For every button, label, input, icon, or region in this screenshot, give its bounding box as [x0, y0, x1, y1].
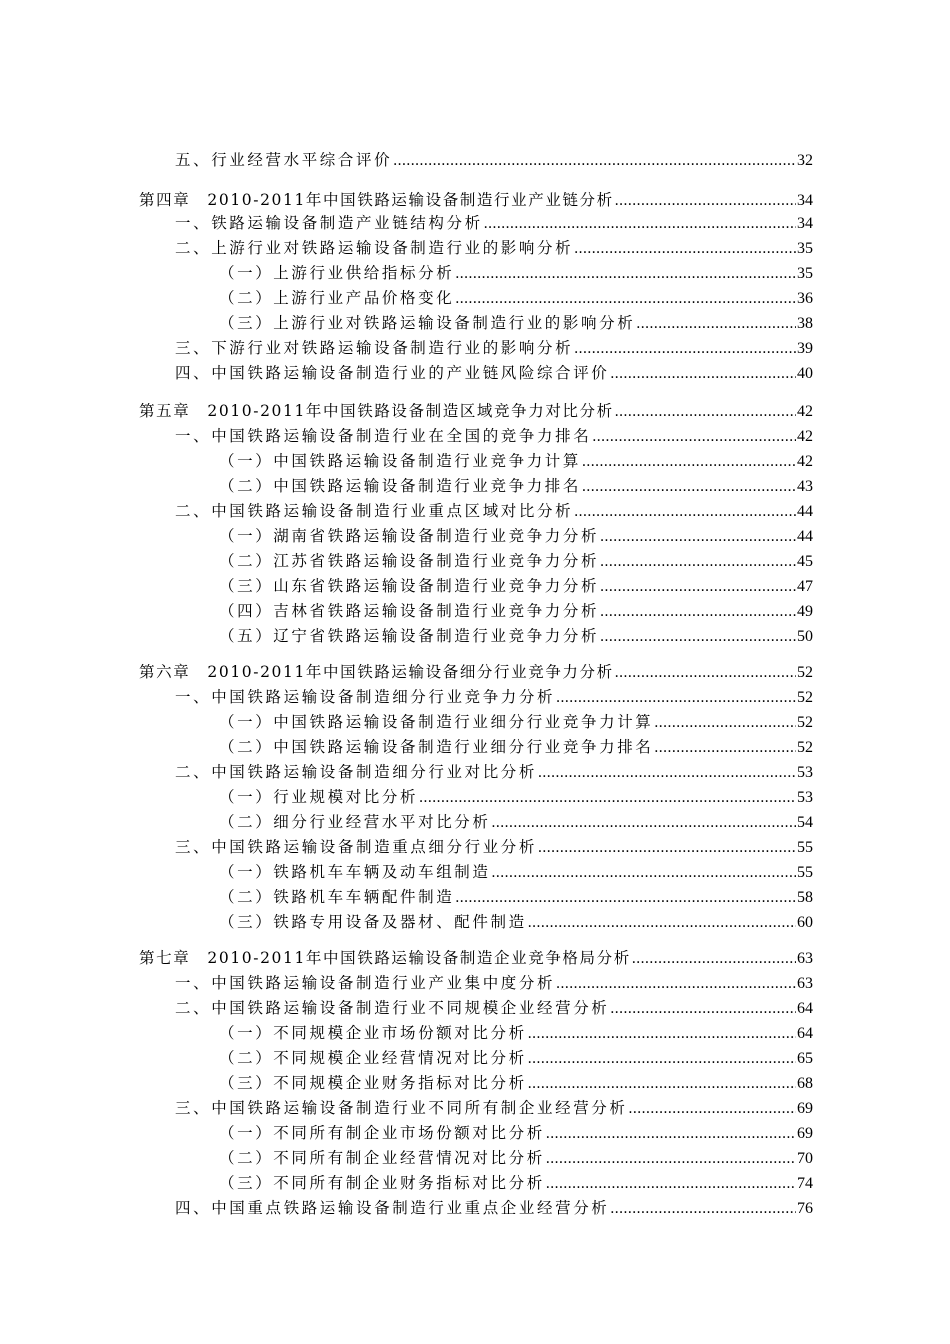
toc-entry-title: 二、上游行业对铁路运输设备制造行业的影响分析: [175, 239, 574, 257]
toc-leader-dots: [455, 287, 796, 311]
toc-entry-title: 四、中国铁路运输设备制造行业的产业链风险综合评价: [175, 364, 610, 382]
toc-page-number: 35: [797, 240, 813, 257]
toc-entry-title: 二、中国铁路运输设备制造行业不同规模企业经营分析: [175, 999, 610, 1017]
toc-subsection-entry[interactable]: [219, 1121, 813, 1145]
toc-page-number: 42: [797, 403, 813, 420]
toc-leader-dots: [654, 736, 796, 760]
toc-leader-dots: [610, 362, 796, 386]
toc-subsection-entry[interactable]: [219, 710, 813, 734]
toc-section-entry[interactable]: [175, 835, 813, 859]
toc-leader-dots: [455, 886, 796, 910]
toc-entry-title: （三）不同规模企业财务指标对比分析: [219, 1074, 527, 1092]
toc-subsection-entry[interactable]: [219, 311, 813, 335]
toc-entry-title: （一）湖南省铁路运输设备制造行业竞争力分析: [219, 527, 600, 545]
toc-entry-title: （二）上游行业产品价格变化: [219, 289, 455, 307]
toc-leader-dots: [574, 500, 796, 524]
toc-entry-title: （四）吉林省铁路运输设备制造行业竞争力分析: [219, 602, 600, 620]
toc-page-number: 55: [797, 839, 813, 856]
toc-chapter-entry[interactable]: [139, 660, 813, 684]
toc-page-number: 53: [797, 789, 813, 806]
toc-leader-dots: [538, 761, 796, 785]
toc-page-number: 42: [797, 453, 813, 470]
toc-leader-dots: [455, 262, 796, 286]
toc-subsection-entry[interactable]: [219, 261, 813, 285]
toc-page-number: 63: [797, 975, 813, 992]
toc-entry-title: （二）细分行业经营水平对比分析: [219, 813, 491, 831]
toc-leader-dots: [600, 600, 796, 624]
toc-section-entry[interactable]: [175, 971, 813, 995]
toc-entry-title: 三、中国铁路运输设备制造行业不同所有制企业经营分析: [175, 1099, 628, 1117]
toc-leader-dots: [615, 189, 796, 213]
toc-section-entry[interactable]: [175, 424, 813, 448]
toc-leader-dots: [582, 475, 796, 499]
toc-leader-dots: [574, 237, 796, 261]
toc-page-number: 34: [797, 215, 813, 232]
toc-leader-dots: [615, 661, 796, 685]
toc-leader-dots: [556, 972, 796, 996]
toc-leader-dots: [600, 625, 796, 649]
toc-entry-title: 二、中国铁路运输设备制造行业重点区域对比分析: [175, 502, 574, 520]
toc-subsection-entry[interactable]: [219, 474, 813, 498]
toc-entry-title: （五）辽宁省铁路运输设备制造行业竞争力分析: [219, 627, 600, 645]
toc-entry-title: 第七章 2010-2011年中国铁路运输设备制造企业竞争格局分析: [139, 949, 631, 967]
toc-section-entry[interactable]: [175, 1096, 813, 1120]
toc-page-number: 32: [797, 152, 813, 169]
toc-page-number: 74: [797, 1175, 813, 1192]
toc-section-entry[interactable]: [175, 1196, 813, 1220]
toc-entry-title: （一）不同规模企业市场份额对比分析: [219, 1024, 527, 1042]
toc-page-number: 44: [797, 503, 813, 520]
toc-subsection-entry[interactable]: [219, 785, 813, 809]
toc-leader-dots: [654, 711, 796, 735]
toc-page-number: 52: [797, 739, 813, 756]
toc-section-entry[interactable]: [175, 361, 813, 385]
toc-section-entry[interactable]: [175, 685, 813, 709]
toc-subsection-entry[interactable]: [219, 860, 813, 884]
toc-page-number: 55: [797, 864, 813, 881]
toc-subsection-entry[interactable]: [219, 1146, 813, 1170]
toc-entry-title: （三）上游行业对铁路运输设备制造行业的影响分析: [219, 314, 636, 332]
toc-leader-dots: [546, 1122, 796, 1146]
toc-page-number: 36: [797, 290, 813, 307]
toc-leader-dots: [393, 149, 796, 173]
toc-page-number: 60: [797, 914, 813, 931]
toc-subsection-entry[interactable]: [219, 1021, 813, 1045]
toc-leader-dots: [610, 997, 796, 1021]
toc-section-entry[interactable]: [175, 211, 813, 235]
toc-leader-dots: [574, 337, 796, 361]
toc-subsection-entry[interactable]: [219, 286, 813, 310]
toc-entry-title: 五、行业经营水平综合评价: [175, 151, 393, 169]
toc-entry-title: （二）中国铁路运输设备制造行业竞争力排名: [219, 477, 582, 495]
toc-page-number: 49: [797, 603, 813, 620]
toc-entry-title: （三）不同所有制企业财务指标对比分析: [219, 1174, 545, 1192]
toc-page-number: 50: [797, 628, 813, 645]
toc-leader-dots: [629, 1097, 796, 1121]
toc-entry-title: （一）不同所有制企业市场份额对比分析: [219, 1124, 545, 1142]
toc-page-number: 52: [797, 689, 813, 706]
toc-subsection-entry[interactable]: [219, 1046, 813, 1070]
toc-leader-dots: [592, 425, 796, 449]
toc-page-number: 76: [797, 1200, 813, 1217]
toc-section-entry[interactable]: [175, 996, 813, 1020]
toc-page-number: 68: [797, 1075, 813, 1092]
toc-entry-title: 四、中国重点铁路运输设备制造行业重点企业经营分析: [175, 1199, 610, 1217]
toc-entry-title: （二）中国铁路运输设备制造行业细分行业竞争力排名: [219, 738, 654, 756]
toc-subsection-entry[interactable]: [219, 1171, 813, 1195]
toc-leader-dots: [538, 836, 796, 860]
toc-subsection-entry[interactable]: [219, 574, 813, 598]
toc-leader-dots: [600, 525, 796, 549]
toc-subsection-entry[interactable]: [219, 885, 813, 909]
toc-page-number: 69: [797, 1100, 813, 1117]
toc-entry-title: （三）铁路专用设备及器材、配件制造: [219, 913, 527, 931]
toc-entry-title: 第六章 2010-2011年中国铁路运输设备细分行业竞争力分析: [139, 663, 614, 681]
toc-entry-title: 一、中国铁路运输设备制造行业在全国的竞争力排名: [175, 427, 592, 445]
toc-entry-title: （一）行业规模对比分析: [219, 788, 419, 806]
toc-entry-title: 一、中国铁路运输设备制造行业产业集中度分析: [175, 974, 556, 992]
toc-entry-title: （二）铁路机车车辆配件制造: [219, 888, 455, 906]
toc-leader-dots: [546, 1147, 796, 1171]
toc-page-number: 52: [797, 664, 813, 681]
toc-page-number: 54: [797, 814, 813, 831]
toc-leader-dots: [528, 1072, 796, 1096]
toc-leader-dots: [636, 312, 796, 336]
toc-chapter-entry[interactable]: [139, 188, 813, 212]
toc-entry-title: 一、铁路运输设备制造产业链结构分析: [175, 214, 483, 232]
toc-page-number: 52: [797, 714, 813, 731]
toc-chapter-entry[interactable]: [139, 946, 813, 970]
toc-subsection-entry[interactable]: [219, 910, 813, 934]
toc-page-number: 43: [797, 478, 813, 495]
toc-page-number: 64: [797, 1000, 813, 1017]
toc-page-number: 40: [797, 365, 813, 382]
toc-subsection-entry[interactable]: [219, 524, 813, 548]
toc-page-number: 64: [797, 1025, 813, 1042]
toc-leader-dots: [528, 1022, 796, 1046]
toc-subsection-entry[interactable]: [219, 624, 813, 648]
toc-page-number: 45: [797, 553, 813, 570]
toc-entry-title: 三、中国铁路运输设备制造重点细分行业分析: [175, 838, 538, 856]
toc-section-entry[interactable]: [175, 760, 813, 784]
toc-entry-title: （一）上游行业供给指标分析: [219, 264, 455, 282]
toc-leader-dots: [419, 786, 796, 810]
toc-entry-title: （二）不同规模企业经营情况对比分析: [219, 1049, 527, 1067]
toc-page-number: 47: [797, 578, 813, 595]
toc-leader-dots: [556, 686, 796, 710]
toc-entry-title: 三、下游行业对铁路运输设备制造行业的影响分析: [175, 339, 574, 357]
toc-page-number: 69: [797, 1125, 813, 1142]
toc-entry-title: （一）中国铁路运输设备制造行业细分行业竞争力计算: [219, 713, 654, 731]
toc-section-entry[interactable]: [175, 236, 813, 260]
toc-subsection-entry[interactable]: [219, 1071, 813, 1095]
toc-entry-title: 一、中国铁路运输设备制造细分行业竞争力分析: [175, 688, 556, 706]
toc-leader-dots: [600, 550, 796, 574]
toc-subsection-entry[interactable]: [219, 449, 813, 473]
toc-chapter-entry[interactable]: [139, 399, 813, 423]
toc-section-entry[interactable]: [175, 148, 813, 172]
toc-leader-dots: [492, 861, 796, 885]
toc-leader-dots: [632, 947, 796, 971]
toc-leader-dots: [484, 212, 796, 236]
toc-page-number: 58: [797, 889, 813, 906]
toc-subsection-entry[interactable]: [219, 735, 813, 759]
toc-page-number: 42: [797, 428, 813, 445]
toc-entry-title: （一）铁路机车车辆及动车组制造: [219, 863, 491, 881]
toc-leader-dots: [492, 811, 796, 835]
toc-entry-title: （二）不同所有制企业经营情况对比分析: [219, 1149, 545, 1167]
toc-leader-dots: [600, 575, 796, 599]
toc-page-number: 34: [797, 192, 813, 209]
toc-entry-title: 二、中国铁路运输设备制造细分行业对比分析: [175, 763, 538, 781]
toc-page-number: 53: [797, 764, 813, 781]
toc-section-entry[interactable]: [175, 499, 813, 523]
toc-subsection-entry[interactable]: [219, 810, 813, 834]
toc-page-number: 63: [797, 950, 813, 967]
toc-subsection-entry[interactable]: [219, 599, 813, 623]
toc-leader-dots: [582, 450, 796, 474]
toc-page-number: 65: [797, 1050, 813, 1067]
toc-leader-dots: [546, 1172, 796, 1196]
toc-entry-title: 第五章 2010-2011年中国铁路设备制造区域竞争力对比分析: [139, 402, 614, 420]
toc-page-number: 44: [797, 528, 813, 545]
toc-leader-dots: [528, 1047, 796, 1071]
toc-page-number: 70: [797, 1150, 813, 1167]
toc-subsection-entry[interactable]: [219, 549, 813, 573]
toc-entry-title: （三）山东省铁路运输设备制造行业竞争力分析: [219, 577, 600, 595]
toc-entry-title: （一）中国铁路运输设备制造行业竞争力计算: [219, 452, 582, 470]
toc-leader-dots: [615, 400, 796, 424]
toc-leader-dots: [610, 1197, 796, 1221]
toc-page-number: 38: [797, 315, 813, 332]
toc-section-entry[interactable]: [175, 336, 813, 360]
toc-page-number: 39: [797, 340, 813, 357]
toc-entry-title: 第四章 2010-2011年中国铁路运输设备制造行业产业链分析: [139, 191, 614, 209]
toc-page-number: 35: [797, 265, 813, 282]
toc-entry-title: （二）江苏省铁路运输设备制造行业竞争力分析: [219, 552, 600, 570]
toc-leader-dots: [528, 911, 796, 935]
